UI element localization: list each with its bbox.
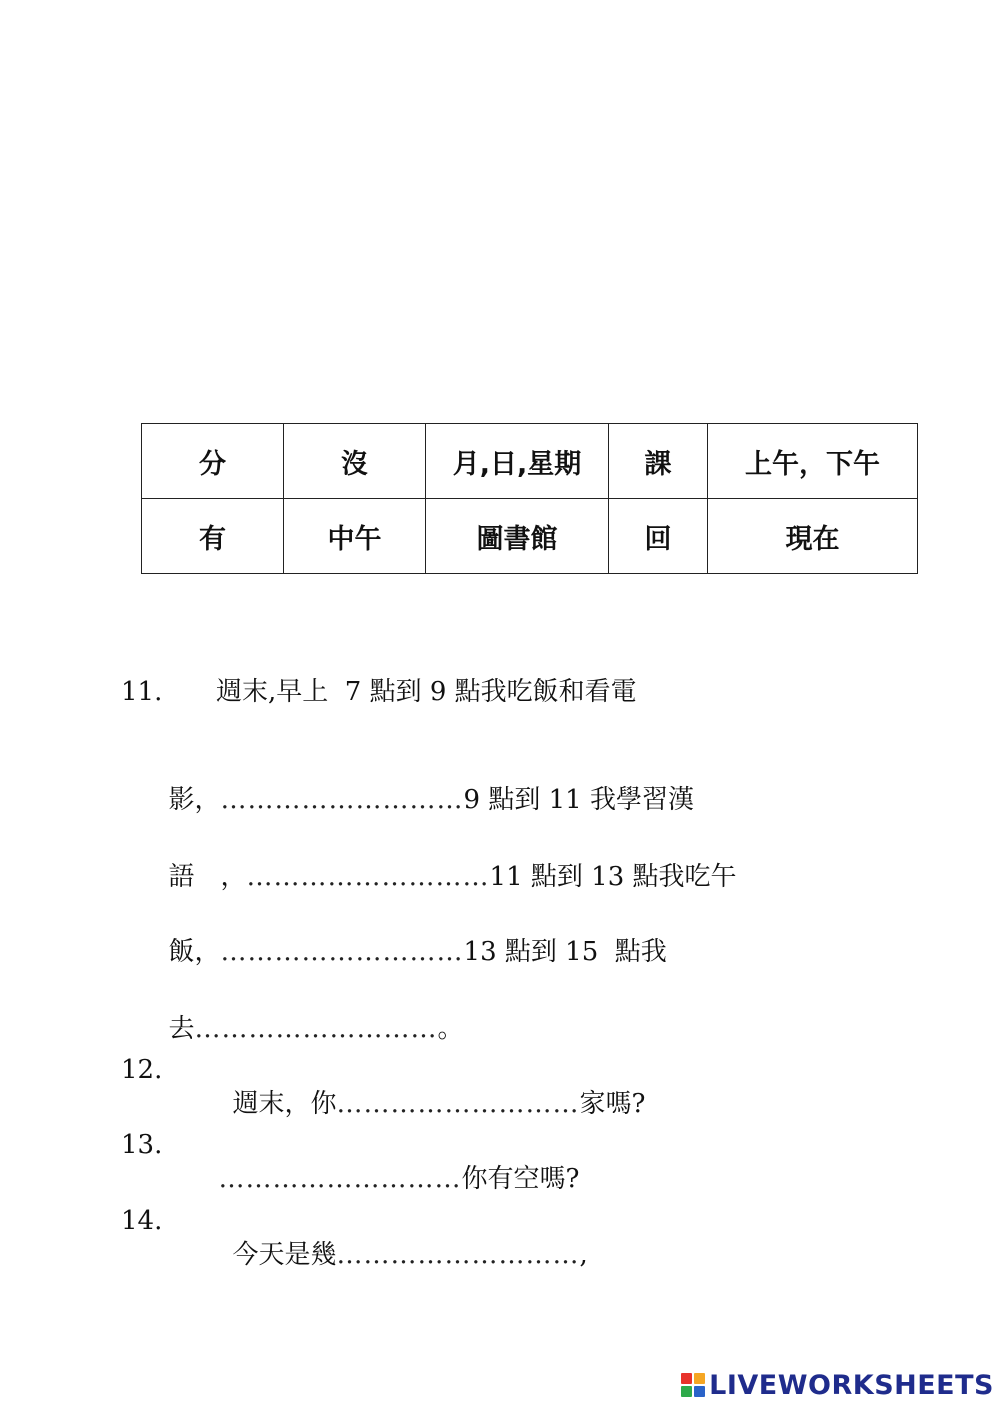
answer-blank[interactable]: ………………………	[194, 1014, 438, 1044]
question-text: 你有空嗎?	[461, 1164, 580, 1194]
question-text: 去	[168, 1014, 195, 1044]
question-11-line-1: 週末,早上 7 點到 9 點我吃飯和看電	[216, 677, 637, 707]
word-cell: 月,日,星期	[426, 424, 609, 499]
word-cell: 現在	[708, 499, 918, 574]
question-number: 14.	[121, 1206, 163, 1236]
question-text: ,	[579, 1240, 588, 1270]
word-cell: 上午，下午	[708, 424, 918, 499]
word-bank-row	[142, 499, 918, 574]
question-11-line-2	[152, 749, 694, 817]
logo-text: LIVEWORKSHEETS	[709, 1369, 994, 1401]
question-number: 13.	[121, 1130, 163, 1160]
question-14	[216, 1204, 588, 1272]
word-bank-table	[141, 423, 918, 574]
question-11-line-3	[152, 826, 737, 894]
answer-blank[interactable]: ………………………	[220, 937, 464, 967]
question-text: 飯，	[168, 937, 221, 967]
word-cell: 中午	[284, 499, 426, 574]
question-text: 影，	[168, 785, 221, 815]
answer-blank[interactable]: ………………………	[336, 1089, 580, 1119]
word-bank-row	[142, 424, 918, 499]
question-text: 13 點到 15 點我	[463, 937, 667, 967]
question-number: 12.	[121, 1055, 163, 1085]
question-text: 今天是幾	[232, 1240, 337, 1270]
question-text: 語 ，	[168, 862, 247, 892]
word-cell: 有	[142, 499, 284, 574]
question-text: 家嗎?	[579, 1089, 646, 1119]
answer-blank[interactable]: ………………………	[220, 785, 464, 815]
liveworksheets-logo[interactable]	[681, 1365, 994, 1405]
question-11-line-5	[152, 978, 464, 1046]
liveworksheets-logo-icon	[681, 1373, 705, 1397]
word-cell: 沒	[284, 424, 426, 499]
question-text: 。	[437, 1014, 464, 1044]
word-cell: 圖書館	[426, 499, 609, 574]
answer-blank[interactable]: ………………………	[218, 1164, 462, 1194]
answer-blank[interactable]: ………………………	[246, 862, 490, 892]
word-cell: 課	[609, 424, 708, 499]
question-11-line-4	[152, 901, 667, 969]
question-13	[202, 1128, 579, 1196]
word-cell: 回	[609, 499, 708, 574]
question-text: 週末，你	[232, 1089, 337, 1119]
question-text: 11 點到 13 點我吃午	[489, 862, 737, 892]
question-number: 11.	[121, 677, 163, 707]
question-text: 9 點到 11 我學習漢	[463, 785, 694, 815]
answer-blank[interactable]: ………………………	[336, 1240, 580, 1270]
question-12	[216, 1053, 646, 1121]
word-cell: 分	[142, 424, 284, 499]
